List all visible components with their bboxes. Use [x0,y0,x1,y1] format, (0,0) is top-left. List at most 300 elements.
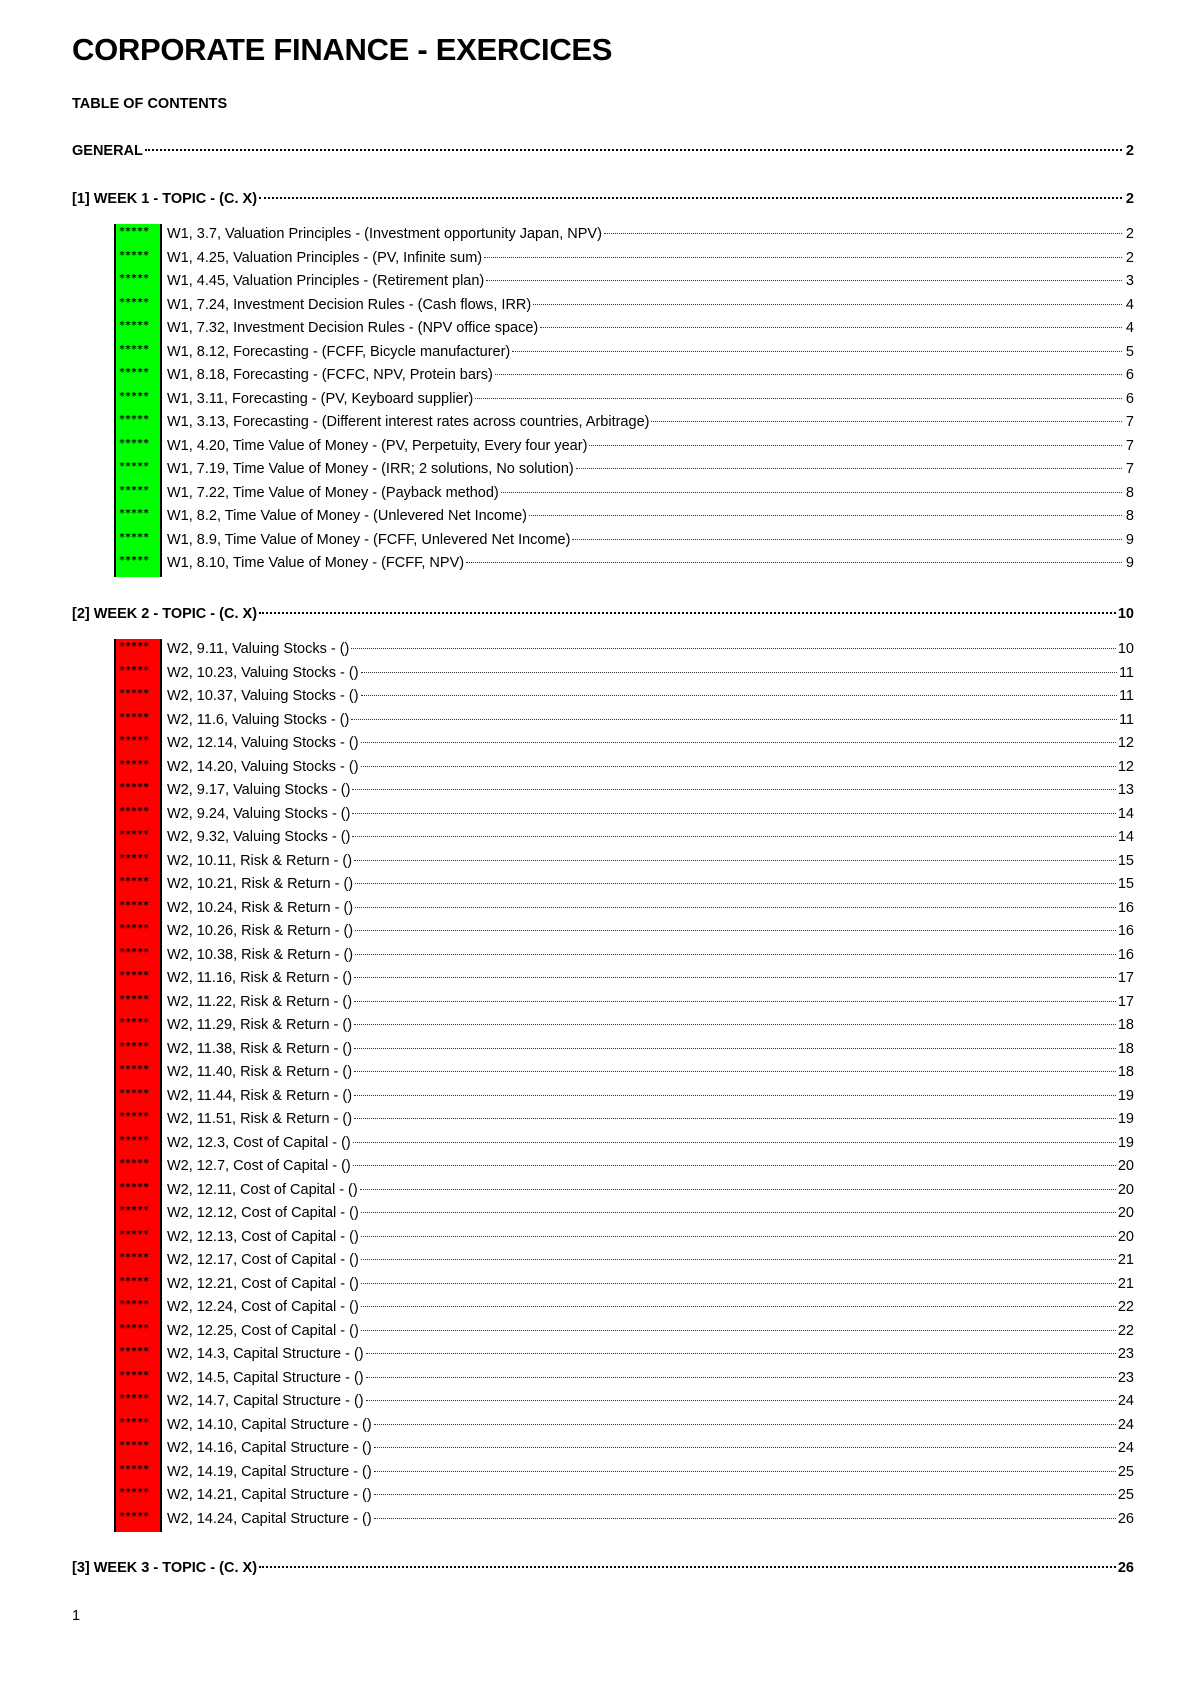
toc-entry-page: 6 [1125,367,1134,383]
toc-entry[interactable] [114,1368,1134,1392]
difficulty-stars: ***** [114,1109,162,1133]
toc-entry[interactable] [114,639,1134,663]
toc-entry-label: W2, 10.24, Risk & Return - () [167,899,354,916]
toc-entry[interactable] [114,686,1134,710]
dot-leader [374,1518,1116,1519]
toc-entry-label: W2, 11.22, Risk & Return - () [167,993,353,1010]
toc-entry-label: W1, 8.2, Time Value of Money - (Unlevered Net Income) [167,508,527,524]
toc-entry-page: 19 [1117,1087,1134,1104]
toc-entry[interactable] [114,365,1134,389]
toc-entry-page: 22 [1117,1299,1134,1315]
dot-leader [604,233,1122,234]
toc-entry-line [162,1321,1134,1345]
difficulty-stars: ***** [114,1391,162,1415]
difficulty-stars: ***** [114,1015,162,1039]
toc-section-page: 2 [1125,143,1134,159]
difficulty-stars: ***** [114,1086,162,1110]
toc-entry-line [162,436,1134,460]
toc-entry[interactable] [114,224,1134,248]
toc-entry[interactable] [114,733,1134,757]
dot-leader [355,930,1116,931]
difficulty-stars: ***** [114,530,162,554]
toc-entry-page: 4 [1125,320,1134,336]
toc-entry-page: 17 [1117,993,1134,1010]
dot-leader [486,280,1122,281]
toc-entry-line [162,804,1134,828]
toc-entry-label: W1, 8.10, Time Value of Money - (FCFF, NPV) [167,555,465,571]
toc-entry-page: 14 [1117,829,1134,845]
toc-entry-label: W2, 14.19, Capital Structure - () [167,1463,372,1480]
toc-entry-line [162,1015,1134,1039]
dot-leader [512,351,1122,352]
toc-section-page: 2 [1125,191,1134,207]
toc-entry-line [162,992,1134,1016]
toc-entry-page: 11 [1118,664,1134,681]
toc-entry-label: W1, 7.22, Time Value of Money - (Payback method) [167,484,499,501]
toc-entry-line [162,1062,1134,1086]
difficulty-stars: ***** [114,921,162,945]
toc-entry-line [162,851,1134,875]
toc-entry-label: W2, 10.11, Risk & Return - () [167,852,353,869]
toc-entry[interactable] [114,1297,1134,1321]
dot-leader [501,492,1122,493]
toc-entry-label: W2, 11.29, Risk & Return - () [167,1017,353,1033]
difficulty-stars: ***** [114,1485,162,1509]
toc-entry[interactable] [114,1321,1134,1345]
toc-entry-line [162,780,1134,804]
toc-entry[interactable] [114,459,1134,483]
toc-entry[interactable] [114,318,1134,342]
toc-entry-line [162,663,1134,687]
difficulty-stars: ***** [114,757,162,781]
toc-entry-page: 6 [1125,390,1134,407]
dot-leader [259,1566,1116,1568]
dot-leader [366,1377,1116,1378]
toc-entry[interactable] [114,757,1134,781]
toc-entry[interactable] [114,1109,1134,1133]
toc-entry-label: W1, 3.13, Forecasting - (Different interest rates across countries, Arbitrage) [167,414,650,430]
toc-entry-line [162,342,1134,366]
toc-entry[interactable] [114,1391,1134,1415]
toc-entry-label: W2, 14.3, Capital Structure - () [167,1346,364,1362]
toc-entry-label: W2, 12.17, Cost of Capital - () [167,1252,359,1268]
week2-entries [114,639,1134,1532]
toc-entry[interactable] [114,389,1134,413]
toc-entry-label: W2, 12.7, Cost of Capital - () [167,1158,351,1174]
toc-entry-page: 2 [1125,226,1134,242]
difficulty-stars: ***** [114,1321,162,1345]
week1-entries [114,224,1134,577]
toc-section-general[interactable] [72,143,1134,165]
toc-entry-line [162,271,1134,295]
dot-leader [352,813,1115,814]
toc-entry[interactable] [114,1039,1134,1063]
dot-leader [354,1095,1116,1096]
toc-entry-page: 12 [1117,758,1134,775]
dot-leader [374,1424,1116,1425]
toc-entry[interactable] [114,804,1134,828]
dot-leader [361,1212,1116,1213]
toc-entry-page: 21 [1117,1275,1134,1292]
toc-entry-page: 21 [1117,1252,1134,1268]
page-number: 1 [72,1608,81,1624]
toc-entry[interactable] [114,874,1134,898]
toc-entry-label: W2, 14.21, Capital Structure - () [167,1487,372,1503]
dot-leader [353,1142,1116,1143]
toc-entry-label: W2, 14.24, Capital Structure - () [167,1510,372,1527]
toc-entry-line [162,389,1134,413]
toc-entry-label: W2, 10.21, Risk & Return - () [167,876,354,892]
toc-entry-page: 17 [1117,970,1134,986]
toc-entry[interactable] [114,248,1134,272]
difficulty-stars: ***** [114,1297,162,1321]
dot-leader [475,398,1122,399]
toc-entry-line [162,1156,1134,1180]
difficulty-stars: ***** [114,389,162,413]
dot-leader [651,421,1122,422]
toc-entry-page: 20 [1117,1181,1134,1198]
toc-entry-page: 15 [1117,852,1134,869]
toc-entry-page: 20 [1117,1228,1134,1245]
difficulty-stars: ***** [114,639,162,663]
toc-entry-line [162,224,1134,248]
dot-leader [374,1447,1116,1448]
dot-leader [540,327,1122,328]
toc-entry-label: W2, 12.14, Valuing Stocks - () [167,735,359,751]
difficulty-stars: ***** [114,1274,162,1298]
toc-entry-page: 12 [1117,735,1134,751]
toc-entry-label: W2, 11.16, Risk & Return - () [167,970,353,986]
toc-entry[interactable] [114,898,1134,922]
toc-entry-label: W1, 4.20, Time Value of Money - (PV, Perpetuity, Every four year) [167,437,588,454]
toc-entry-page: 7 [1125,414,1134,430]
difficulty-stars: ***** [114,827,162,851]
toc-entry-label: W1, 8.12, Forecasting - (FCFF, Bicycle manufacturer) [167,343,511,360]
toc-section-label: [1] WEEK 1 - TOPIC - (C. X) [72,191,258,207]
toc-entry-label: W2, 9.24, Valuing Stocks - () [167,805,351,822]
toc-entry-line [162,1438,1134,1462]
toc-entry-line [162,1485,1134,1509]
toc-entry[interactable] [114,1462,1134,1486]
toc-entry[interactable] [114,851,1134,875]
toc-entry-label: W2, 12.24, Cost of Capital - () [167,1299,359,1315]
toc-entry-label: W2, 12.13, Cost of Capital - () [167,1228,359,1245]
toc-entry-line [162,318,1134,342]
difficulty-stars: ***** [114,318,162,342]
toc-entry-page: 20 [1117,1158,1134,1174]
toc-entry[interactable] [114,553,1134,577]
toc-entry-label: W2, 12.12, Cost of Capital - () [167,1205,359,1221]
toc-entry-page: 9 [1125,555,1134,571]
toc-entry[interactable] [114,827,1134,851]
dot-leader [495,374,1122,375]
toc-entry-label: W1, 7.19, Time Value of Money - (IRR; 2 solutions, No solution) [167,461,574,477]
toc-entry-label: W1, 3.7, Valuation Principles - (Investment opportunity Japan, NPV) [167,226,602,242]
difficulty-stars: ***** [114,553,162,577]
toc-entry-page: 7 [1125,461,1134,477]
toc-entry-line [162,1391,1134,1415]
toc-entry[interactable] [114,921,1134,945]
toc-entry[interactable] [114,1438,1134,1462]
toc-entry-page: 16 [1117,899,1134,916]
toc-entry-line [162,1415,1134,1439]
dot-leader [354,1001,1116,1002]
toc-entry[interactable] [114,968,1134,992]
dot-leader [145,149,1122,151]
toc-entry[interactable] [114,1250,1134,1274]
dot-leader [354,1048,1116,1049]
toc-entry-label: W2, 9.32, Valuing Stocks - () [167,829,351,845]
toc-entry[interactable] [114,483,1134,507]
dot-leader [529,515,1122,516]
difficulty-stars: ***** [114,968,162,992]
toc-entry[interactable] [114,992,1134,1016]
dot-leader [352,789,1115,790]
toc-entry[interactable] [114,271,1134,295]
toc-entry-label: W1, 7.24, Investment Decision Rules - (Cash flows, IRR) [167,296,532,313]
toc-entry-page: 26 [1117,1510,1134,1527]
toc-entry-label: W2, 12.11, Cost of Capital - () [167,1181,358,1198]
toc-entry-page: 19 [1117,1111,1134,1127]
toc-entry-label: W2, 14.16, Capital Structure - () [167,1440,372,1456]
difficulty-stars: ***** [114,365,162,389]
difficulty-stars: ***** [114,459,162,483]
toc-entry-page: 18 [1117,1017,1134,1033]
dot-leader [352,836,1115,837]
toc-entry-label: W2, 9.17, Valuing Stocks - () [167,782,351,798]
toc-entry-page: 24 [1117,1440,1134,1456]
dot-leader [589,445,1122,446]
difficulty-stars: ***** [114,992,162,1016]
toc-section-week3[interactable] [72,1560,1134,1582]
difficulty-stars: ***** [114,710,162,734]
toc-entry[interactable] [114,295,1134,319]
toc-entry[interactable] [114,1415,1134,1439]
toc-entry-page: 24 [1117,1416,1134,1433]
toc-entry-page: 9 [1125,531,1134,548]
toc-entry-line [162,1086,1134,1110]
difficulty-stars: ***** [114,271,162,295]
toc-entry-page: 16 [1117,946,1134,963]
dot-leader [259,612,1116,614]
toc-entry-line [162,459,1134,483]
dot-leader [466,562,1122,563]
toc-entry[interactable] [114,710,1134,734]
toc-entry-label: W1, 4.25, Valuation Principles - (PV, Infinite sum) [167,249,483,266]
toc-entry-label: W2, 11.44, Risk & Return - () [167,1087,353,1104]
toc-entry-label: W2, 10.23, Valuing Stocks - () [167,664,359,681]
difficulty-stars: ***** [114,224,162,248]
dot-leader [361,695,1117,696]
dot-leader [366,1400,1116,1401]
toc-entry[interactable] [114,1086,1134,1110]
toc-entry-label: W2, 9.11, Valuing Stocks - () [167,641,350,657]
dot-leader [361,1330,1116,1331]
toc-entry-page: 19 [1117,1134,1134,1151]
difficulty-stars: ***** [114,780,162,804]
toc-entry-line [162,1297,1134,1321]
difficulty-stars: ***** [114,295,162,319]
toc-entry-line [162,1203,1134,1227]
toc-entry[interactable] [114,436,1134,460]
toc-entry[interactable] [114,1485,1134,1509]
toc-entry-page: 18 [1117,1064,1134,1080]
toc-entry[interactable] [114,1203,1134,1227]
difficulty-stars: ***** [114,733,162,757]
difficulty-stars: ***** [114,663,162,687]
toc-entry[interactable] [114,412,1134,436]
toc-section-page: 26 [1117,1560,1134,1576]
toc-entry-line [162,1180,1134,1204]
dot-leader [366,1353,1116,1354]
dot-leader [361,1236,1116,1237]
toc-entry-line [162,639,1134,663]
toc-heading: TABLE OF CONTENTS [72,96,228,112]
toc-entry-label: W1, 3.11, Forecasting - (PV, Keyboard supplier) [167,390,474,407]
toc-entry-label: W2, 11.6, Valuing Stocks - () [167,711,350,728]
difficulty-stars: ***** [114,1438,162,1462]
toc-entry-page: 4 [1125,296,1134,313]
toc-entry-page: 22 [1117,1322,1134,1339]
toc-section-label: [2] WEEK 2 - TOPIC - (C. X) [72,606,258,622]
toc-section-label: [3] WEEK 3 - TOPIC - (C. X) [72,1560,258,1576]
dot-leader [351,719,1117,720]
toc-entry-line [162,1039,1134,1063]
toc-entry-label: W2, 12.25, Cost of Capital - () [167,1322,359,1339]
dot-leader [572,539,1122,540]
dot-leader [354,1024,1116,1025]
toc-entry-line [162,365,1134,389]
toc-entry[interactable] [114,530,1134,554]
dot-leader [361,1306,1116,1307]
toc-entry-label: W2, 12.21, Cost of Capital - () [167,1275,359,1292]
dot-leader [361,672,1117,673]
dot-leader [355,954,1116,955]
toc-entry[interactable] [114,1062,1134,1086]
dot-leader [374,1494,1116,1495]
toc-entry-label: W2, 10.26, Risk & Return - () [167,923,354,939]
difficulty-stars: ***** [114,1509,162,1533]
difficulty-stars: ***** [114,1039,162,1063]
toc-entry-page: 7 [1125,437,1134,454]
toc-entry-line [162,248,1134,272]
toc-entry-line [162,945,1134,969]
difficulty-stars: ***** [114,804,162,828]
toc-entry-page: 24 [1117,1393,1134,1409]
toc-entry-page: 20 [1117,1205,1134,1221]
toc-entry-line [162,686,1134,710]
difficulty-stars: ***** [114,506,162,530]
dot-leader [484,257,1122,258]
toc-entry[interactable] [114,1227,1134,1251]
toc-entry-page: 25 [1117,1463,1134,1480]
difficulty-stars: ***** [114,342,162,366]
difficulty-stars: ***** [114,248,162,272]
toc-entry-line [162,1344,1134,1368]
toc-entry-page: 8 [1125,508,1134,524]
toc-entry-line [162,757,1134,781]
dot-leader [355,907,1116,908]
toc-entry[interactable] [114,342,1134,366]
toc-entry-page: 15 [1117,876,1134,892]
toc-entry[interactable] [114,1015,1134,1039]
toc-entry-page: 23 [1117,1346,1134,1362]
toc-entry-line [162,412,1134,436]
toc-entry-line [162,710,1134,734]
dot-leader [576,468,1122,469]
toc-entry[interactable] [114,1509,1134,1533]
dot-leader [533,304,1122,305]
difficulty-stars: ***** [114,1133,162,1157]
dot-leader [361,766,1116,767]
toc-entry[interactable] [114,780,1134,804]
toc-entry-page: 3 [1125,273,1134,289]
toc-entry[interactable] [114,1133,1134,1157]
toc-entry-line [162,968,1134,992]
toc-entry-line [162,874,1134,898]
toc-entry-label: W1, 8.9, Time Value of Money - (FCFF, Unlevered Net Income) [167,531,571,548]
toc-entry-label: W2, 14.10, Capital Structure - () [167,1416,372,1433]
toc-entry-page: 18 [1117,1040,1134,1057]
toc-entry-line [162,1133,1134,1157]
toc-entry[interactable] [114,1274,1134,1298]
difficulty-stars: ***** [114,686,162,710]
toc-entry-line [162,295,1134,319]
difficulty-stars: ***** [114,851,162,875]
dot-leader [351,648,1115,649]
dot-leader [360,1189,1116,1190]
toc-entry-label: W1, 8.18, Forecasting - (FCFC, NPV, Protein bars) [167,367,493,383]
toc-entry-page: 14 [1117,805,1134,822]
difficulty-stars: ***** [114,1415,162,1439]
toc-section-week2[interactable] [72,606,1134,628]
dot-leader [354,977,1116,978]
toc-entry[interactable] [114,663,1134,687]
difficulty-stars: ***** [114,1156,162,1180]
dot-leader [361,1283,1116,1284]
difficulty-stars: ***** [114,874,162,898]
toc-entry[interactable] [114,1180,1134,1204]
toc-entry-line [162,1509,1134,1533]
dot-leader [374,1471,1116,1472]
toc-entry-page: 13 [1117,782,1134,798]
toc-entry-line [162,530,1134,554]
toc-entry-label: W1, 7.32, Investment Decision Rules - (NPV office space) [167,320,539,336]
toc-entry-page: 11 [1118,688,1134,704]
difficulty-stars: ***** [114,436,162,460]
difficulty-stars: ***** [114,945,162,969]
toc-section-week1[interactable] [72,191,1134,213]
toc-entry[interactable] [114,1344,1134,1368]
toc-entry-line [162,1368,1134,1392]
dot-leader [361,742,1116,743]
toc-entry-line [162,506,1134,530]
dot-leader [354,860,1116,861]
toc-section-label: GENERAL [72,143,143,159]
toc-entry-line [162,1250,1134,1274]
toc-entry-page: 25 [1117,1487,1134,1503]
toc-entry-line [162,921,1134,945]
toc-entry-label: W2, 11.40, Risk & Return - () [167,1064,353,1080]
difficulty-stars: ***** [114,1203,162,1227]
toc-entry-page: 11 [1118,711,1134,728]
toc-entry[interactable] [114,945,1134,969]
toc-entry[interactable] [114,1156,1134,1180]
toc-entry[interactable] [114,506,1134,530]
difficulty-stars: ***** [114,483,162,507]
toc-entry-label: W2, 14.5, Capital Structure - () [167,1369,364,1386]
toc-entry-line [162,733,1134,757]
